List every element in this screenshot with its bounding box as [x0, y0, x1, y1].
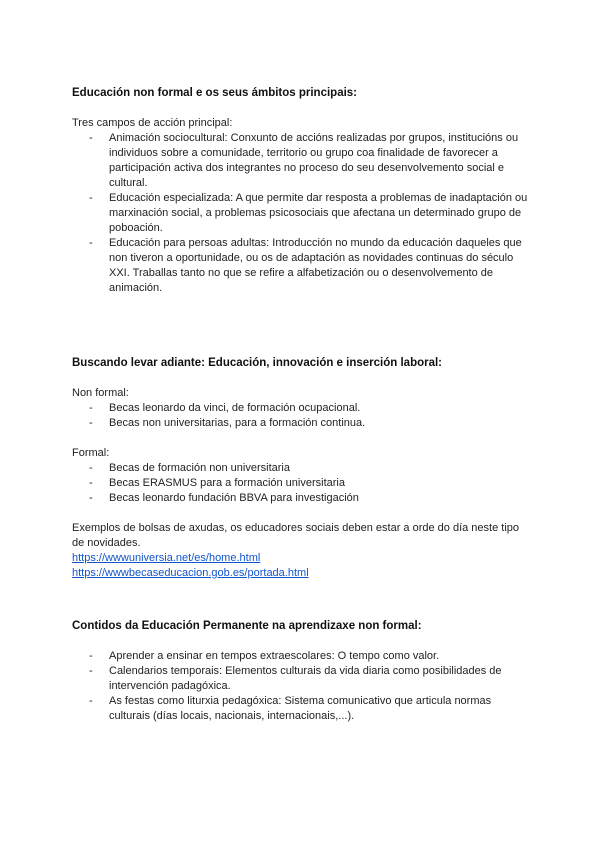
list-item: - Becas de formación non universitaria — [72, 461, 532, 476]
list-item: - Becas non universitarias, para a formación continua. — [72, 416, 532, 431]
list-item: - Educación especializada: A que permite dar resposta a problemas de inadaptación ou marxinación social, a problemas psicosociais que afectana un determinado grupo de poboación. — [72, 191, 532, 236]
section1-heading: Educación non formal e os seus ámbitos principais: — [72, 87, 358, 99]
list-item: - Aprender a ensinar en tempos extraescolares: O tempo como valor. — [72, 649, 532, 664]
list-item: - Animación sociocultural: Conxunto de accións realizadas por grupos, institucións ou individuos sobre a comunidade, territorio ou grupo coa finalidade de favorecer a participación activa dos integrantes no proceso do seu desenvolvemento social e cultural. — [72, 131, 532, 191]
nonformal-list — [72, 401, 532, 431]
section2-heading: Buscando levar adiante: Educación, innovación e inserción laboral: — [72, 357, 443, 369]
section1-list — [72, 131, 532, 296]
link-becaseducacion[interactable]: https://wwwbecaseducacion.gob.es/portada.html — [72, 567, 309, 579]
link-universia[interactable]: https://wwwuniversia.net/es/home.html — [72, 552, 261, 564]
section3-list — [72, 649, 532, 724]
list-item: - Becas leonardo fundación BBVA para investigación — [72, 491, 532, 506]
nonformal-label: Non formal: — [72, 387, 129, 399]
list-item: - As festas como liturxia pedagóxica: Sistema comunicativo que articula normas culturais (días locais, nacionais, internacionais,...). — [72, 694, 532, 724]
list-item: - Becas leonardo da vinci, de formación ocupacional. — [72, 401, 532, 416]
formal-label: Formal: — [72, 447, 110, 459]
list-item: - Becas ERASMUS para a formación universitaria — [72, 476, 532, 491]
document-page — [72, 86, 532, 724]
examples-text: Exemplos de bolsas de axudas, os educadores sociais deben estar a orde do día neste tipo de novidades. — [72, 522, 520, 549]
list-item: - Calendarios temporais: Elementos culturais da vida diaria como posibilidades de intervención padagóxica. — [72, 664, 532, 694]
section1-intro: Tres campos de acción principal: — [72, 117, 233, 129]
list-item: - Educación para persoas adultas: Introducción no mundo da educación daqueles que non tiveron a oportunidade, ou os de adaptación as novidades continuas do século XXI. Traballas tanto no que se refire a alfabetización ou o desenvolvemento de animación. — [72, 236, 532, 296]
formal-list — [72, 461, 532, 506]
section3-heading: Contidos da Educación Permanente na aprendizaxe non formal: — [72, 620, 422, 632]
